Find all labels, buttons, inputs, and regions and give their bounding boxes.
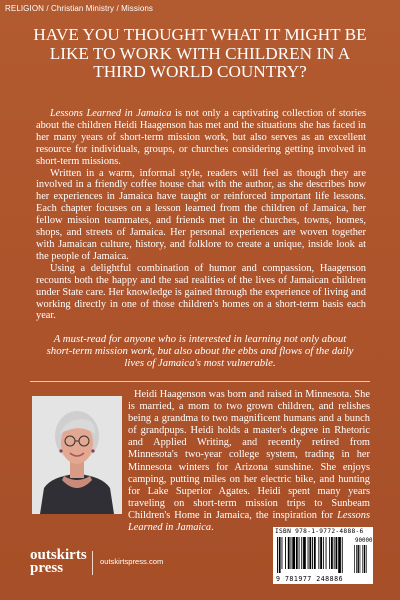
isbn-label: ISBN 978-1-9772-4888-6 bbox=[275, 528, 364, 535]
publisher-logo: outskirts press bbox=[30, 547, 87, 576]
description-paragraph-3: Using a delightful combination of humor and compassion, Haagenson recounts both the happy and the sad realities of the lives of Jamaican children under State care. Her knowledge is gained through the experience of living and working directly in one of those children's homes on a short-term basis each year. bbox=[36, 262, 366, 322]
description-paragraph-2: Written in a warm, informal style, readers will feel as though they are involved in a friendly coffee house chat with the author, as she describes how her experiences in Jamaica have taught or reinforced important life lessons. Each chapter focuses on a lesson learned from the children of Jamaica, her fellow mission teammates, and friends met in the churches, towns, homes, shops, and streets of Jamaica. Her personal experiences are woven together with Jamaican culture, history, and folklore to create a unique, inside look at the people of Jamaica. bbox=[36, 167, 366, 262]
isbn-number: 9 781977 248886 bbox=[276, 575, 344, 583]
price-code: 90000 bbox=[355, 538, 373, 544]
publisher-separator bbox=[92, 551, 93, 575]
divider bbox=[30, 381, 370, 382]
description-body bbox=[36, 108, 366, 322]
publisher-url: outskirtspress.com bbox=[100, 557, 164, 566]
barcode-box bbox=[273, 527, 373, 584]
headline: HAVE YOU THOUGHT WHAT IT MIGHT BE LIKE TO WORK WITH CHILDREN IN A THIRD WORLD COUNTRY? bbox=[33, 25, 367, 82]
category-label: RELIGION / Christian Ministry / Missions bbox=[5, 4, 154, 13]
author-photo bbox=[32, 396, 122, 514]
description-paragraph-1: Lessons Learned in Jamaica is not only a captivating collection of stories about the children Heidi Haagenson has met and the situations she has faced in her many years of short-term mission work, but also serves as an excellent resource for individuals, groups, or churches considering getting involved in short-term missions. bbox=[36, 108, 366, 167]
pull-quote: A must-read for anyone who is interested in learning not only about short-term mission work, but also about the ebbs and flows of the daily lives of Jamaica's most vulnerable. bbox=[46, 333, 354, 370]
book-title-inline: Lessons Learned in Jamaica bbox=[128, 509, 370, 534]
book-title-inline: Lessons Learned in Jamaica bbox=[50, 108, 172, 119]
author-bio: Heidi Haagenson was born and raised in Minnesota. She is married, a mom to two grown children, and relishes being a grandma to two magnificent humans and a bunch of grandpups. Heidi holds a master's degree in Rhetoric and Applied Writing, and recently retired from Minnesota's two-year college system, trading in her Minnesota winters for Arizona sunshine. She enjoys camping, putting miles on her electric bike, and hunting for Lake Superior Agates. Heidi spent many years traveling on short-term mission trips to Sunbeam Children's Home in Jamaica, the inspiration for Lessons Learned in Jamaica. bbox=[128, 389, 370, 534]
